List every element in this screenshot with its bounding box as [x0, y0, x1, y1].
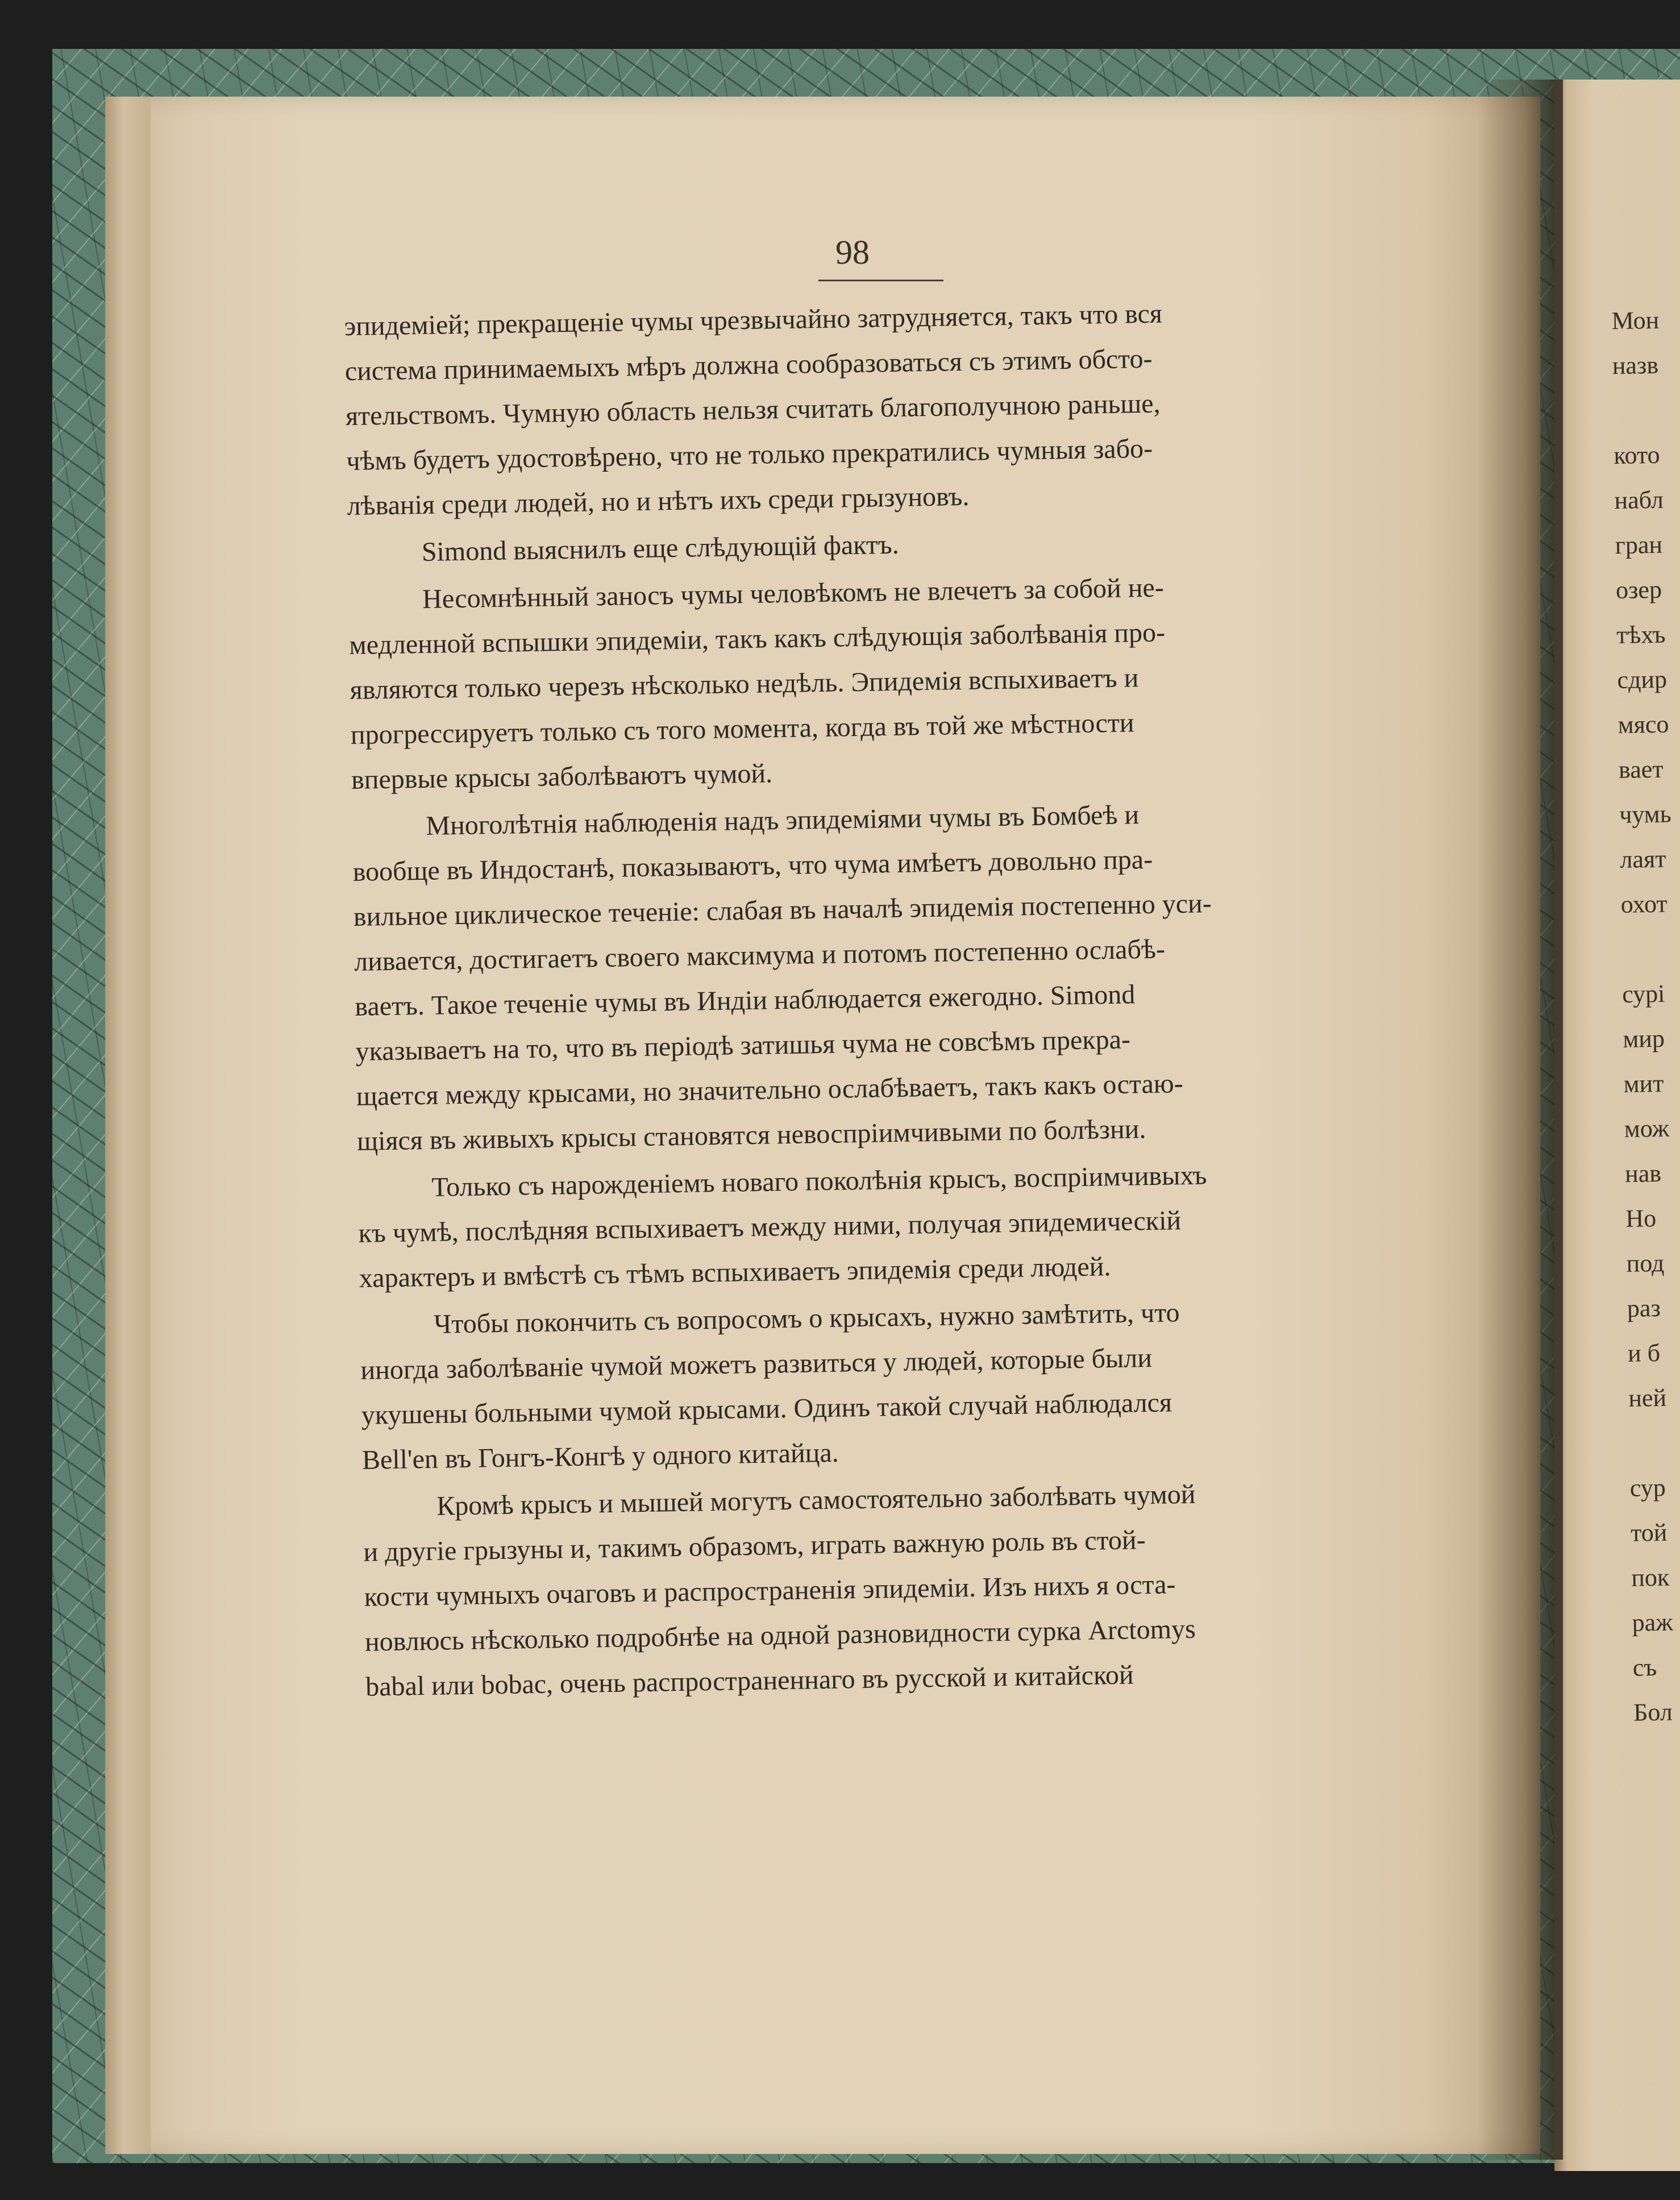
text-line: эпидеміей; прекращеніе чумы чрезвычайно затрудняется, такъ что вся: [344, 298, 1163, 342]
right-page-line: съ: [1632, 1653, 1657, 1682]
text-line: и другіе грызуны и, такимъ образомъ, играть важную роль въ стой-: [363, 1525, 1146, 1567]
right-page-line: сурі: [1621, 979, 1665, 1008]
right-page-line: мит: [1623, 1069, 1664, 1098]
text-line: къ чумѣ, послѣдняя вспыхиваетъ между ними, получая эпидемическій: [358, 1205, 1182, 1249]
text-line: ливается, достигаетъ своего максимума и потомъ постепенно ослабѣ-: [354, 934, 1166, 977]
page-number: 98: [835, 234, 870, 271]
text-line: система принимаемыхъ мѣръ должна сообразоваться съ этимъ обсто-: [344, 343, 1153, 386]
text-line: новлюсь нѣсколько подробнѣе на одной разновидности сурка Arctomys: [364, 1613, 1196, 1657]
text-line: Simond выяснилъ еще слѣдующій фактъ.: [421, 529, 900, 567]
text-line: медленной вспышки эпидеміи, такъ какъ слѣдующія заболѣванія про-: [349, 617, 1166, 660]
right-page-line: тѣхъ: [1616, 620, 1666, 649]
text-line: щается между крысами, но значительно ослабѣваетъ, такъ какъ остаю-: [356, 1068, 1184, 1112]
paragraph: [363, 1467, 1494, 1710]
right-page-line: кото: [1613, 440, 1660, 469]
text-line: ятельствомъ. Чумную область нельзя считать благополучною раньше,: [345, 388, 1161, 431]
right-page-line: раз: [1627, 1294, 1661, 1323]
paragraph: [352, 787, 1486, 1164]
page-number-rule: [818, 280, 943, 281]
right-page-line: озер: [1615, 575, 1662, 604]
page-edge: [105, 97, 151, 2154]
text-line: указываетъ на то, что въ періодѣ затишья чума не совсѣмъ прекра-: [355, 1024, 1131, 1067]
right-page-line: раж: [1632, 1608, 1673, 1637]
right-page-line: охот: [1620, 889, 1668, 918]
right-page-line: Но: [1625, 1204, 1657, 1233]
text-line: прогрессируетъ только съ того момента, когда въ той же мѣстности: [350, 708, 1134, 750]
text-line: Bell'en въ Гонгъ-Конгѣ у одного китайца.: [361, 1437, 839, 1475]
text-line: лѣванія среди людей, но и нѣтъ ихъ среди грызуновъ.: [347, 481, 970, 521]
text-line: Только съ нарожденіемъ новаго поколѣнія крысъ, воспріимчивыхъ: [431, 1160, 1207, 1203]
text-line: Несомнѣнный заносъ чумы человѣкомъ не влечетъ за собой не-: [422, 572, 1165, 614]
paragraph: [344, 286, 1475, 529]
main-text: [344, 286, 1494, 1712]
paragraph: [348, 560, 1480, 802]
right-page-line: [1612, 387, 1680, 433]
right-page-line: лаят: [1620, 845, 1666, 874]
right-page-line: Бол: [1633, 1698, 1673, 1727]
right-page-line: [1621, 926, 1680, 972]
right-page-line: под: [1626, 1249, 1665, 1278]
right-page-line: пок: [1631, 1563, 1670, 1592]
book-gutter: [1478, 80, 1563, 2160]
right-page-line: [1629, 1420, 1680, 1466]
right-page-line: ней: [1628, 1383, 1667, 1412]
right-page-line: той: [1630, 1518, 1667, 1547]
text-line: ваетъ. Такое теченіе чумы въ Индіи наблюдается ежегодно. Simond: [355, 979, 1136, 1022]
right-page-line: назв: [1612, 351, 1659, 380]
text-line: укушены больными чумой крысами. Одинъ такой случай наблюдался: [361, 1387, 1172, 1430]
right-page-line: мир: [1623, 1024, 1665, 1053]
text-line: кости чумныхъ очаговъ и распространенія эпидеміи. Изъ нихъ я оста-: [364, 1569, 1176, 1612]
right-page-line: мясо: [1617, 710, 1669, 739]
text-line: характеръ и вмѣстѣ съ тѣмъ вспыхиваетъ эпидемія среди людей.: [359, 1251, 1111, 1294]
right-page-line: нав: [1624, 1159, 1662, 1188]
text-line: Кромѣ крысъ и мышей могутъ самостоятельно заболѣвать чумой: [436, 1479, 1196, 1521]
right-page-line: сдир: [1617, 665, 1667, 694]
right-page-line: Мон: [1611, 306, 1660, 335]
right-page-line: набл: [1614, 485, 1664, 514]
text-line: вильное циклическое теченіе: слабая въ началѣ эпидемія постепенно уси-: [353, 888, 1212, 932]
text-line: являются только черезъ нѣсколько недѣль. Эпидемія вспыхиваетъ и: [350, 663, 1139, 705]
right-page-line: гран: [1615, 530, 1663, 559]
right-page-line: сур: [1629, 1473, 1666, 1502]
right-page-line: чумь: [1619, 800, 1672, 829]
right-page-line: и б: [1627, 1338, 1661, 1367]
paragraph: [357, 1149, 1487, 1301]
text-line: иногда заболѣваніе чумой можетъ развиться у людей, которые были: [360, 1342, 1153, 1386]
right-page-line: вает: [1618, 755, 1664, 784]
text-line: Чтобы покончить съ вопросомъ о крысахъ, нужно замѣтить, что: [433, 1297, 1180, 1340]
text-line: Многолѣтнія наблюденія надъ эпидеміями чумы въ Бомбеѣ и: [426, 800, 1140, 841]
text-line: вообще въ Индостанѣ, показываютъ, что чума имѣетъ довольно пра-: [352, 844, 1153, 887]
text-line: щіяся въ живыхъ крысы становятся невоспріимчивыми по болѣзни.: [356, 1114, 1146, 1157]
text-line: чѣмъ будетъ удостовѣрено, что не только прекратились чумныя забо-: [346, 433, 1153, 476]
text-line: впервые крысы заболѣваютъ чумой.: [351, 758, 773, 795]
paragraph: [360, 1286, 1491, 1483]
right-page-line: мож: [1624, 1114, 1670, 1143]
text-line: babal или bobac, очень распространеннаго въ русской и китайской: [365, 1660, 1134, 1702]
